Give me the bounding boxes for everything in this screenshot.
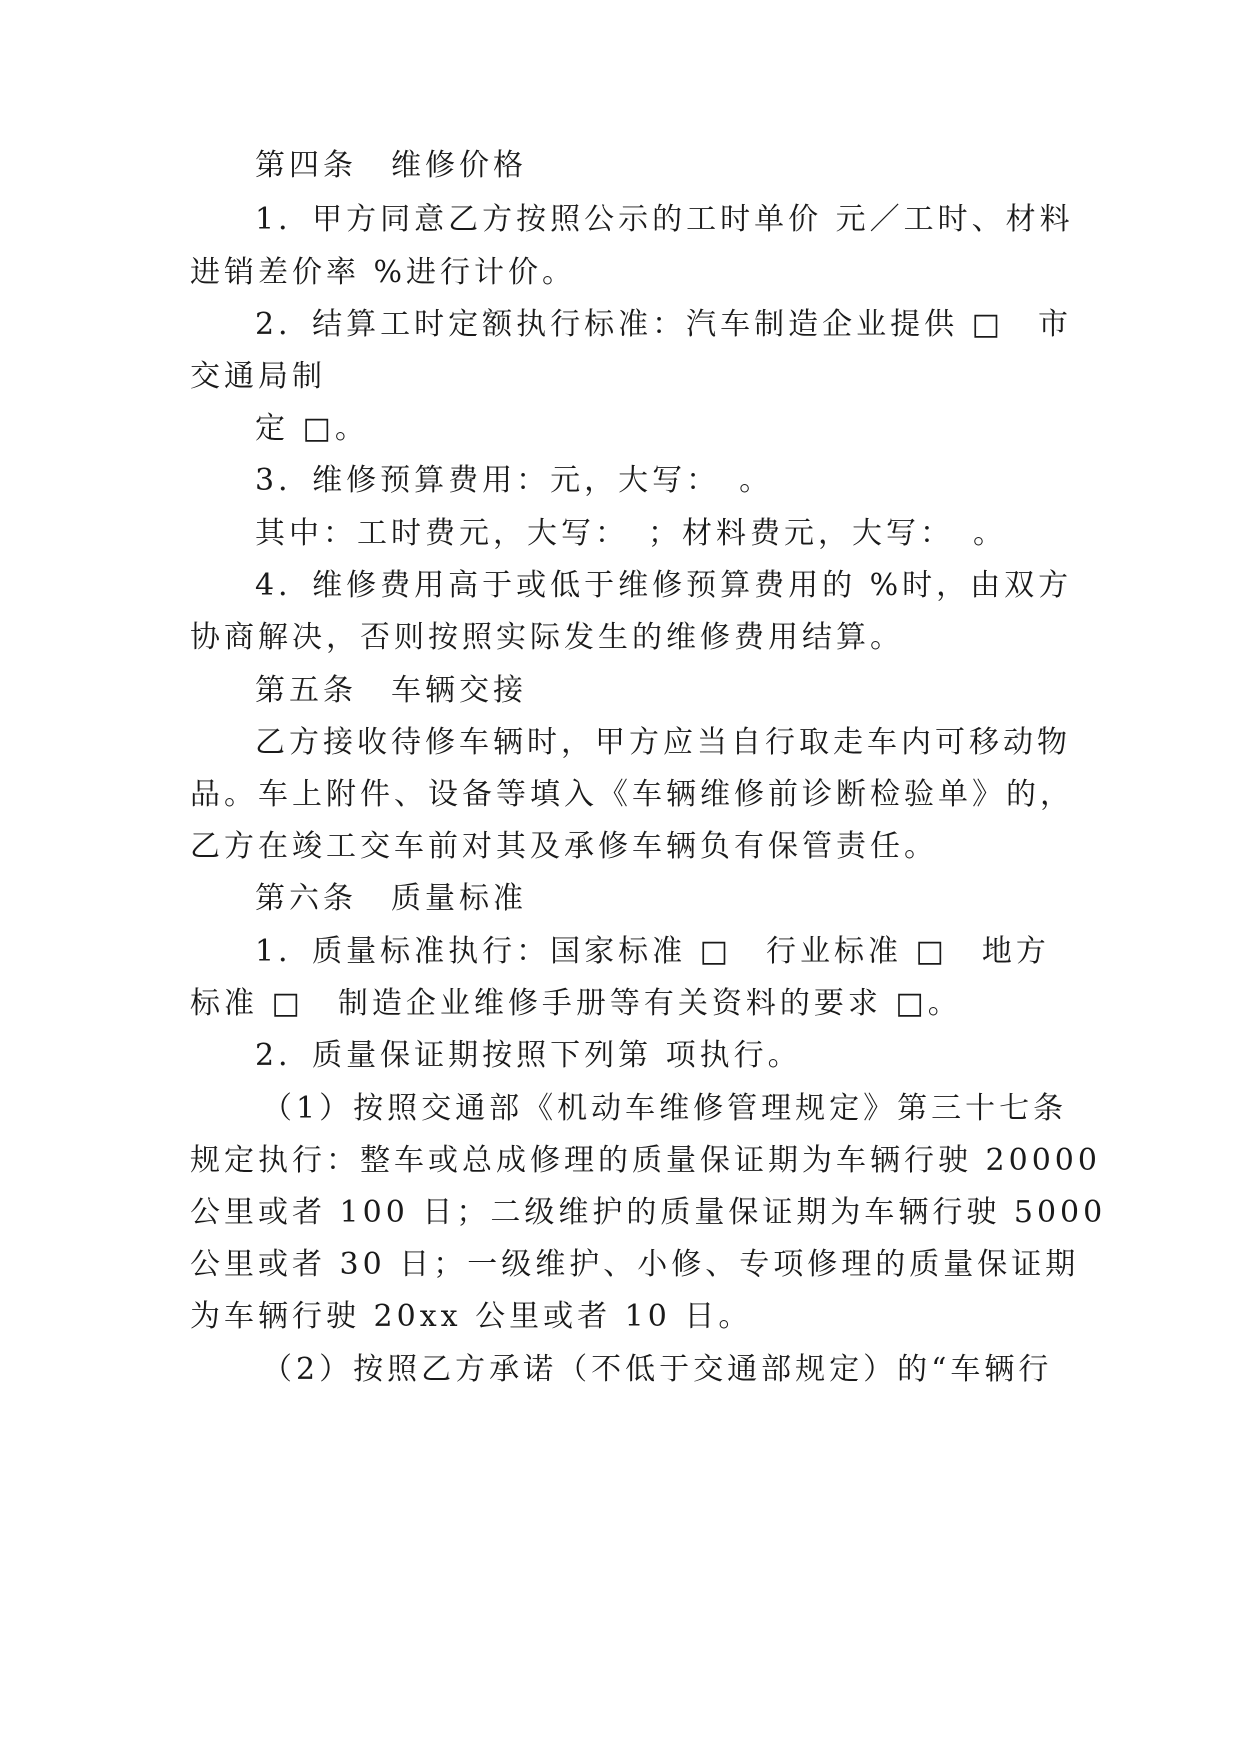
paragraph-line: 品。车上附件、设备等填入《车辆维修前诊断检验单》的， xyxy=(190,777,1074,812)
paragraph-line: 2．结算工时定额执行标准：汽车制造企业提供 □ 市 xyxy=(255,307,1072,342)
paragraph-line: 协商解决，否则按照实际发生的维修费用结算。 xyxy=(190,620,904,655)
paragraph-line: 定 □。 xyxy=(255,411,369,446)
paragraph-line: （1）按照交通部《机动车维修管理规定》第三十七条 xyxy=(262,1091,1068,1126)
paragraph-line: 标准 □ 制造企业维修手册等有关资料的要求 □。 xyxy=(190,986,962,1021)
paragraph-line: （2）按照乙方承诺（不低于交通部规定）的“车辆行 xyxy=(262,1352,1053,1387)
paragraph-line: 交通局制 xyxy=(190,359,326,394)
paragraph-line: 规定执行：整车或总成修理的质量保证期为车辆行驶 20000 xyxy=(190,1143,1101,1178)
paragraph-line: 乙方接收待修车辆时，甲方应当自行取走车内可移动物 xyxy=(255,725,1071,760)
paragraph-line: 公里或者 30 日；一级维护、小修、专项修理的质量保证期 xyxy=(190,1247,1080,1282)
paragraph-line: 2．质量保证期按照下列第 项执行。 xyxy=(255,1038,802,1073)
paragraph-line: 4．维修费用高于或低于维修预算费用的 %时，由双方 xyxy=(255,568,1073,603)
heading-article-5: 第五条 车辆交接 xyxy=(255,673,527,708)
paragraph-line: 进销差价率 %进行计价。 xyxy=(190,255,577,290)
paragraph-line: 公里或者 100 日；二级维护的质量保证期为车辆行驶 5000 xyxy=(190,1195,1107,1230)
paragraph-line: 其中：工时费元，大写： ；材料费元，大写： 。 xyxy=(255,516,1007,551)
paragraph-line: 为车辆行驶 20xx 公里或者 10 日。 xyxy=(190,1299,753,1334)
paragraph-line: 乙方在竣工交车前对其及承修车辆负有保管责任。 xyxy=(190,829,938,864)
paragraph-line: 1．质量标准执行：国家标准 □ 行业标准 □ 地方 xyxy=(255,934,1050,969)
paragraph-line: 3．维修预算费用：元，大写： 。 xyxy=(255,463,774,498)
paragraph-line: 1．甲方同意乙方按照公示的工时单价 元／工时、材料 xyxy=(255,202,1074,237)
heading-article-6: 第六条 质量标准 xyxy=(255,881,527,916)
heading-article-4: 第四条 维修价格 xyxy=(255,148,527,183)
